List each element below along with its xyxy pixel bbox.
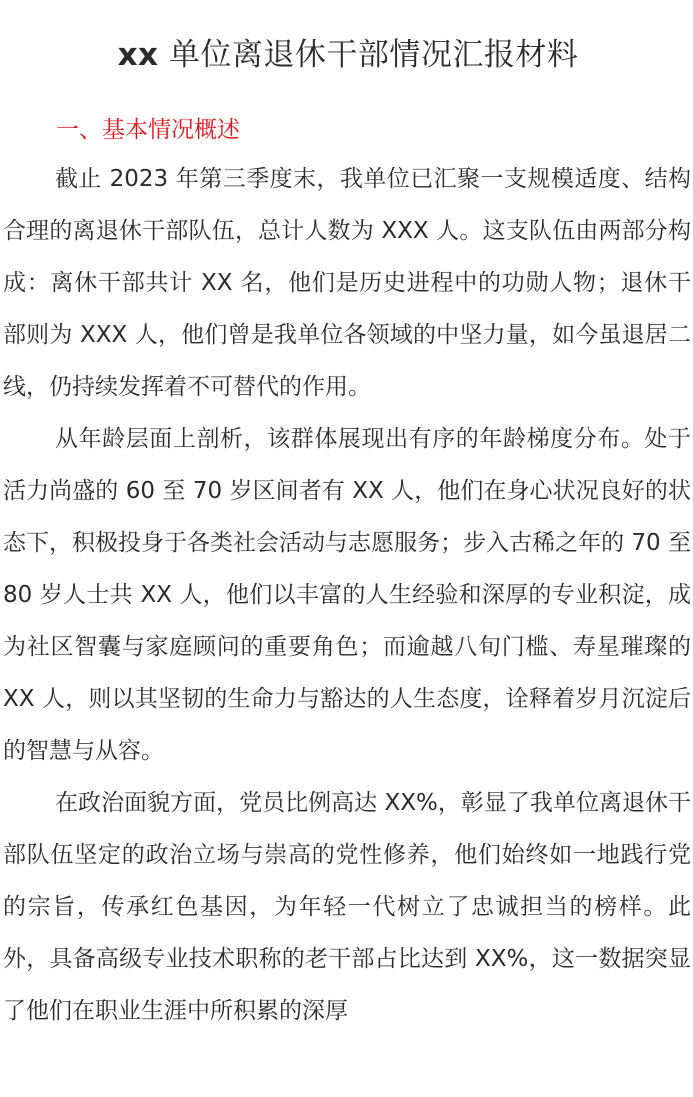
document-title-prefix: xx xyxy=(117,37,159,73)
section-heading: 一、基本情况概述 xyxy=(56,117,240,143)
document-title-text: 单位离退休干部情况汇报材料 xyxy=(168,37,579,73)
paragraph-age-structure: 从年龄层面上剖析，该群体展现出有序的年龄梯度分布。处于活力尚盛的 60 至 70 岁区间者有 XX 人，他们在身心状况良好的状态下，积极投身于各类社会活动与志愿服务；步入古稀之年的 70 至 80 岁人士共 XX 人，他们以丰富的人生经验和深厚的专业积淀，成为社区智囊与家庭顾问的重要角色；而逾越八旬门槛、寿星璀璨的 XX 人，则以其坚韧的生命力与豁达的人生态度，诠释着岁月沉淀后的智慧与从容。 xyxy=(3,426,691,764)
paragraph-political-status: 在政治面貌方面，党员比例高达 XX%，彰显了我单位离退休干部队伍坚定的政治立场与崇高的党性修养，他们始终如一地践行党的宗旨，传承红色基因，为年轻一代树立了忠诚担当的榜样。此外，具备高级专业技术职称的老干部占比达到 XX%，这一数据突显了他们在职业生涯中所积累的深厚 xyxy=(3,790,691,1024)
document-title xyxy=(3,0,693,77)
paragraph-overview: 截止 2023 年第三季度末，我单位已汇聚一支规模适度、结构合理的离退休干部队伍，总计人数为 XXX 人。这支队伍由两部分构成：离休干部共计 XX 名，他们是历史进程中的功勋人物；退休干部则为 XXX 人，他们曾是我单位各领域的中坚力量，如今虽退居二线，仍持续发挥着不可替代的作用。 xyxy=(3,166,691,400)
